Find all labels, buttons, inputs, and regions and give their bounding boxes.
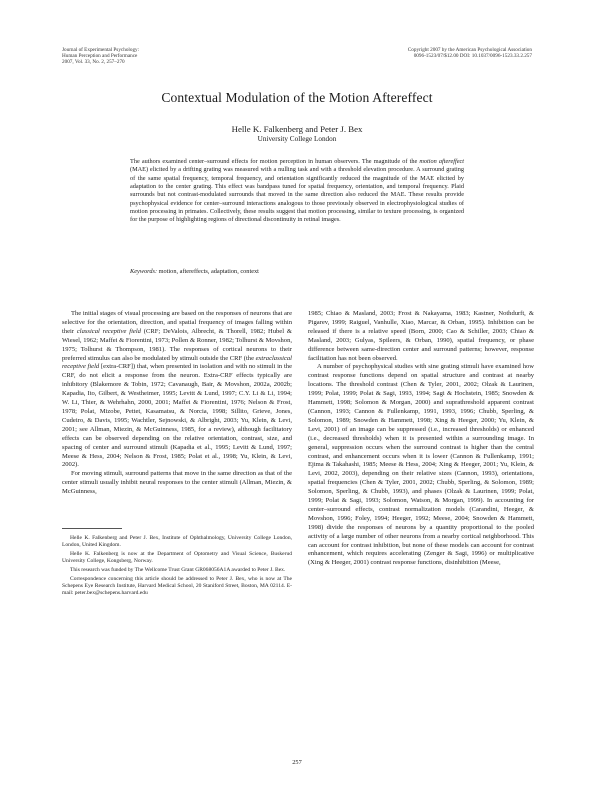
- copyright-header: [312, 47, 532, 59]
- abstract: [130, 158, 464, 225]
- body-text: The initial stages of visual processing are based on the responses of neurons that are selective for the orientation, direction, and spatial frequency of images falling within their: [62, 310, 292, 335]
- journal-header: [62, 47, 282, 66]
- page-number: 257: [292, 759, 302, 766]
- body-italic-term: classical receptive field: [76, 327, 141, 335]
- journal-name-line: Journal of Experimental Psychology:: [62, 47, 140, 53]
- body-italic-term: extraclassical receptive field: [62, 354, 292, 371]
- copyright-line: Copyright 2007 by the American Psychological Association: [407, 47, 532, 53]
- author-note: [62, 535, 292, 599]
- body-text: [extra-CRF]) that, when presented in isolation and with no stimuli in the CRF, do not elicit a response from the neuron. Extra-CRF effects typically are inhibitory (Blakemore & Tobin, 1972; Cavanaugh, Bair, & Movshon, 2002a, 2002b; Kapadia, Ito, Gilbert, & Westheimer, 1995; Levitt & Lund, 1997; C.Y. Li & Li, 1994; W. Li, Thier, & Wehrhahn, 2000, 2001; Maffei & Fiorentini, 1976; Nelson & Frost, 1978; Polat, Mizobe, Pettet, Kasamatsu, & Norcia, 1998; Sillito, Grieve, Jones, Cudeiro, & Davis, 1995; Wachtler, Sejnowski, & Albright, 2003; Yu, Klein, & Levi, 2001; see Allman, Miezin, & McGuinness, 1985, for a review), although facilitatory effects can be observed depending on the relative orientation, contrast, size, and spacing of center and surround stimuli (Kapadia et al., 1995; Levitt & Lund, 1997; Meese & Hess, 2004; Nelson & Frost, 1985; Polat et al., 1998; Yu, Klein, & Levi, 2002).: [62, 363, 292, 469]
- left-column: [62, 310, 292, 497]
- journal-subtitle-line: Human Perception and Performance: [62, 53, 138, 60]
- body-text: (CRF; DeValois, Albrecht, & Thorell, 1982; Hubel & Wiesel, 1962; Maffei & Fiorentini, 1973; Pollen & Ronner, 1982; Tolhurst & Movshon, 1975; Tolhurst & Thompson, 1981). The responses of cortical neurons to their preferred stimulus can also be modulated by stimuli outside the CRF (the: [62, 327, 292, 362]
- footnote: Helle K. Falkenberg and Peter J. Bex, Institute of Ophthalmology, University College London, London, United Kingdom.: [62, 535, 292, 549]
- author-affiliation: University College London: [257, 135, 337, 143]
- body-paragraph: 1985; Chiao & Masland, 2003; Frost & Nakayama, 1983; Kastner, Nothdurft, & Pigarev, 1999; Raiguel, Vanhulle, Xiao, Marcar, & Orban, 1995). Inhibition can be released if there is a relative speed (Born, 2000; Cao & Schiller, 2003; Chiao & Masland, 2003; Gulyas, Spileers, & Orban, 1990), spatial frequency, or phase difference between same-direction center and surround patterns; however, response facilitation has not been observed.: [308, 310, 534, 362]
- keywords-text: motion, aftereffects, adaptation, context: [157, 268, 259, 275]
- abstract-italic-term: motion aftereffect: [419, 158, 464, 165]
- body-paragraph: A number of psychophysical studies with sine grating stimuli have examined how contrast response functions depend on spatial structure and contrast at nearby locations. The threshold contrast (Chen & Tyler, 2001, 2002; Olzak & Laurinen, 1999; Polat, 1999; Polat & Sagi, 1993, 1994; Sagi & Hochstein, 1985; Snowden & Hammett, 1998; Solomon & Morgan, 2000) and suprathreshold apparent contrast (Cannon, 1993; Cannon & Fullenkamp, 1991, 1993, 1996; Chubb, Sperling, & Solomon, 1989; Snowden & Hammett, 1998; Xing & Heeger, 2000; Yu, Klein, & Levi, 2001) of an image can be suppressed (i.e., increased thresholds) or enhanced (i.e., decreased thresholds) when it is presented within a surrounding image. In general, suppression occurs when the surround contrast is higher than the central contrast, and enhancement occurs when it is lower (Cannon & Fullenkamp, 1991; Ejima & Takahashi, 1985; Meese & Hess, 2004; Xing & Heeger, 2001; Yu, Klein, & Levi, 2002, 2003), depending on their relative sizes (Cannon, 1993), orientations, spatial frequencies (Chen & Tyler, 2001, 2002; Chubb, Sperling, & Solomon, 1989; Solomon, Sperling, & Chubb, 1993), and phases (Olzak & Laurinen, 1999; Polat, 1999; Polat & Sagi, 1993; Solomon, Watson, & Morgan, 1999). In accounting for center–surround effects, contrast normalization models (Carandini, Heeger, & Movshon, 1996; Foley, 1994; Heeger, 1992; Meese, 2004; Snowden & Hammett, 1998) divide the responses of neurons by a quantity proportional to the pooled activity of a large number of other neurons from a nearby cortical neighborhood. This can account for contrast inhibition, but none of these models can account for contrast enhancement, which requires accelerating (Zenger & Sagi, 1996) or multiplicative (Xing & Heeger, 2001) contrast response functions, disinhibition (Meese,: [308, 363, 534, 567]
- footnote: Correspondence concerning this article should be addressed to Peter J. Bex, who is now at The Schepens Eye Research Institute, Harvard Medical School, 20 Staniford Street, Boston, MA 02114. E-mail: peter.bex@schepens.harvard.edu: [62, 575, 292, 597]
- keywords-label: Keywords:: [130, 268, 158, 275]
- footnote: Helle K. Falkenberg is now at the Department of Optometry and Visual Science, Buskerud University College, Kongsberg, Norway.: [62, 551, 292, 565]
- article-title: Contextual Modulation of the Motion Aftereffect: [161, 90, 433, 105]
- author-list: Helle K. Falkenberg and Peter J. Bex: [231, 124, 363, 134]
- doi-line: 0096-1523/07/$12.00 DOI: 10.1037/0096-1523.33.2.257: [413, 53, 532, 60]
- body-paragraph: [62, 310, 292, 470]
- abstract-text-2: (MAE) elicited by a drifting grating was measured with a nulling task and with a threshold elevation procedure. A surround grating of the same spatial frequency, temporal frequency, and orientation significantly reduced the magnitude of the MAE elicited by adaptation to the center grating. This effect was bandpass tuned for spatial frequency, orientation, and temporal frequency. Plaid surrounds but not contrast-modulated surrounds that moved in the same direction also reduced the MAE. These results provide psychophysical evidence for center–surround interactions analogous to those previously observed in electrophysiological studies of motion processing in primates. Collectively, these results suggest that motion processing, similar to texture processing, is organized for the purpose of highlighting regions of directional discontinuity in retinal images.: [130, 166, 464, 224]
- keywords: [130, 268, 464, 275]
- journal-volume-line: 2007, Vol. 33, No. 2, 257–270: [62, 59, 125, 66]
- right-column: [308, 310, 534, 568]
- footnote-divider: [62, 528, 122, 529]
- body-paragraph: For moving stimuli, surround patterns that move in the same direction as that of the center stimuli usually inhibit neural responses to the center stimuli (Allman, Miezin, & McGuinness,: [62, 470, 292, 496]
- abstract-text-1: The authors examined center–surround effects for motion perception in human observers. The magnitude of the: [130, 158, 420, 165]
- footnote: This research was funded by The Wellcome Trust Grant GR068056A1A awarded to Peter J. Bex.: [70, 567, 286, 573]
